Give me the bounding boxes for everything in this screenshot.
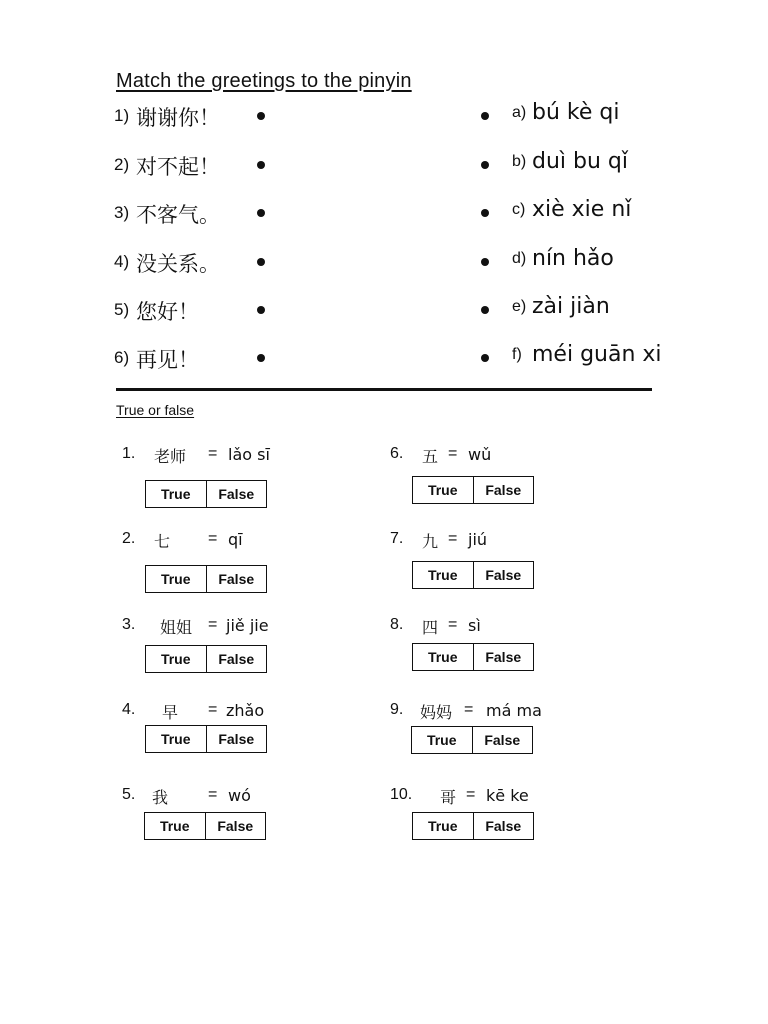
question-chinese: 九 [422, 532, 439, 551]
match-row [0, 342, 768, 374]
false-option[interactable]: False [205, 813, 266, 839]
equals-sign: = [448, 616, 458, 633]
match-number: 4) [114, 252, 130, 271]
question-pinyin: qī [228, 530, 243, 549]
match-dot-left[interactable] [257, 258, 265, 266]
section-divider [116, 388, 652, 391]
question-pinyin: sì [468, 616, 481, 635]
true-false-box [145, 565, 267, 593]
question-number: 8. [390, 616, 404, 633]
equals-sign: = [448, 445, 458, 462]
match-chinese: 不客气。 [136, 203, 220, 227]
question-chinese: 五 [422, 447, 439, 466]
tf-question [122, 616, 382, 696]
match-letter: c) [512, 201, 526, 218]
tf-question [390, 786, 650, 866]
match-letter: f) [512, 346, 522, 363]
false-option[interactable]: False [206, 646, 267, 672]
equals-sign: = [208, 445, 218, 462]
true-option[interactable]: True [160, 651, 191, 667]
match-row [0, 246, 768, 278]
match-letter: a) [512, 104, 527, 121]
question-chinese: 七 [154, 532, 171, 551]
false-option[interactable]: False [206, 726, 267, 752]
tf-question [390, 530, 650, 610]
match-letter: b) [512, 153, 527, 170]
tf-question [390, 445, 650, 525]
question-pinyin: jiú [468, 530, 488, 549]
true-option[interactable]: True [427, 567, 458, 583]
match-dot-right[interactable] [481, 161, 489, 169]
question-pinyin: má ma [486, 701, 542, 720]
true-false-box [145, 480, 267, 508]
match-pinyin: méi guān xi [532, 342, 662, 367]
match-number: 1) [114, 106, 130, 125]
tf-question [122, 701, 382, 781]
question-chinese: 老师 [154, 447, 187, 466]
true-option[interactable]: True [427, 818, 458, 834]
match-chinese: 对不起！ [136, 155, 220, 179]
match-pinyin: duì bu qǐ [532, 149, 628, 174]
match-dot-right[interactable] [481, 209, 489, 217]
match-dot-left[interactable] [257, 112, 265, 120]
match-title: Match the greetings to the pinyin [116, 70, 412, 92]
question-chinese: 妈妈 [420, 703, 453, 722]
true-option[interactable]: True [159, 818, 190, 834]
equals-sign: = [464, 701, 474, 718]
match-letter: d) [512, 250, 527, 267]
match-dot-left[interactable] [257, 306, 265, 314]
true-false-box [145, 725, 267, 753]
false-option[interactable]: False [206, 566, 267, 592]
match-dot-right[interactable] [481, 112, 489, 120]
match-number: 2) [114, 155, 130, 174]
equals-sign: = [208, 616, 218, 633]
true-false-box [412, 812, 534, 840]
question-number: 10. [390, 786, 413, 803]
true-false-box [145, 645, 267, 673]
false-option[interactable]: False [473, 813, 534, 839]
match-row [0, 294, 768, 326]
question-number: 5. [122, 786, 136, 803]
match-pinyin: xiè xie nǐ [532, 197, 632, 222]
question-chinese: 早 [162, 703, 179, 722]
match-row [0, 197, 768, 229]
match-dot-right[interactable] [481, 306, 489, 314]
question-chinese: 我 [152, 788, 169, 807]
question-pinyin: zhǎo [226, 701, 265, 720]
question-number: 4. [122, 701, 136, 718]
match-chinese: 没关系。 [136, 252, 220, 276]
match-chinese: 再见！ [136, 348, 199, 372]
match-pinyin: zài jiàn [532, 294, 610, 319]
false-option[interactable]: False [472, 727, 533, 753]
tf-question [390, 701, 650, 781]
equals-sign: = [208, 786, 218, 803]
question-chinese: 姐姐 [160, 618, 193, 637]
true-option[interactable]: True [160, 486, 191, 502]
question-pinyin: jiě jie [226, 616, 269, 635]
match-chinese: 谢谢你！ [136, 106, 220, 130]
tf-question [122, 445, 382, 525]
false-option[interactable]: False [473, 562, 534, 588]
true-option[interactable]: True [426, 732, 457, 748]
question-number: 6. [390, 445, 404, 462]
match-row [0, 100, 768, 132]
match-letter: e) [512, 298, 527, 315]
question-number: 3. [122, 616, 136, 633]
true-false-box [412, 476, 534, 504]
match-number: 3) [114, 203, 130, 222]
true-false-title: True or false [116, 402, 195, 418]
match-number: 5) [114, 300, 130, 319]
question-pinyin: kē ke [486, 786, 529, 805]
question-number: 1. [122, 445, 136, 462]
true-option[interactable]: True [427, 649, 458, 665]
false-option[interactable]: False [206, 481, 267, 507]
tf-question [390, 616, 650, 696]
match-pinyin: nín hǎo [532, 246, 614, 271]
match-pinyin: bú kè qi [532, 100, 620, 125]
true-option[interactable]: True [427, 482, 458, 498]
equals-sign: = [208, 530, 218, 547]
question-pinyin: wó [228, 786, 251, 805]
match-row [0, 149, 768, 181]
match-dot-left[interactable] [257, 209, 265, 217]
question-number: 7. [390, 530, 404, 547]
true-option[interactable]: True [160, 571, 191, 587]
question-pinyin: lǎo sī [228, 445, 270, 464]
question-number: 9. [390, 701, 404, 718]
match-number: 6) [114, 348, 130, 367]
true-false-box [412, 643, 534, 671]
equals-sign: = [448, 530, 458, 547]
true-false-box [144, 812, 266, 840]
true-false-box [412, 561, 534, 589]
match-dot-left[interactable] [257, 354, 265, 362]
question-number: 2. [122, 530, 136, 547]
false-option[interactable]: False [473, 477, 534, 503]
tf-question [122, 786, 382, 866]
equals-sign: = [466, 786, 476, 803]
tf-question [122, 530, 382, 610]
match-dot-right[interactable] [481, 354, 489, 362]
match-chinese: 您好！ [136, 300, 199, 324]
true-false-box [411, 726, 533, 754]
match-dot-left[interactable] [257, 161, 265, 169]
question-chinese: 四 [422, 618, 439, 637]
match-dot-right[interactable] [481, 258, 489, 266]
question-pinyin: wǔ [468, 445, 492, 464]
question-chinese: 哥 [440, 788, 457, 807]
equals-sign: = [208, 701, 218, 718]
true-option[interactable]: True [160, 731, 191, 747]
false-option[interactable]: False [473, 644, 534, 670]
